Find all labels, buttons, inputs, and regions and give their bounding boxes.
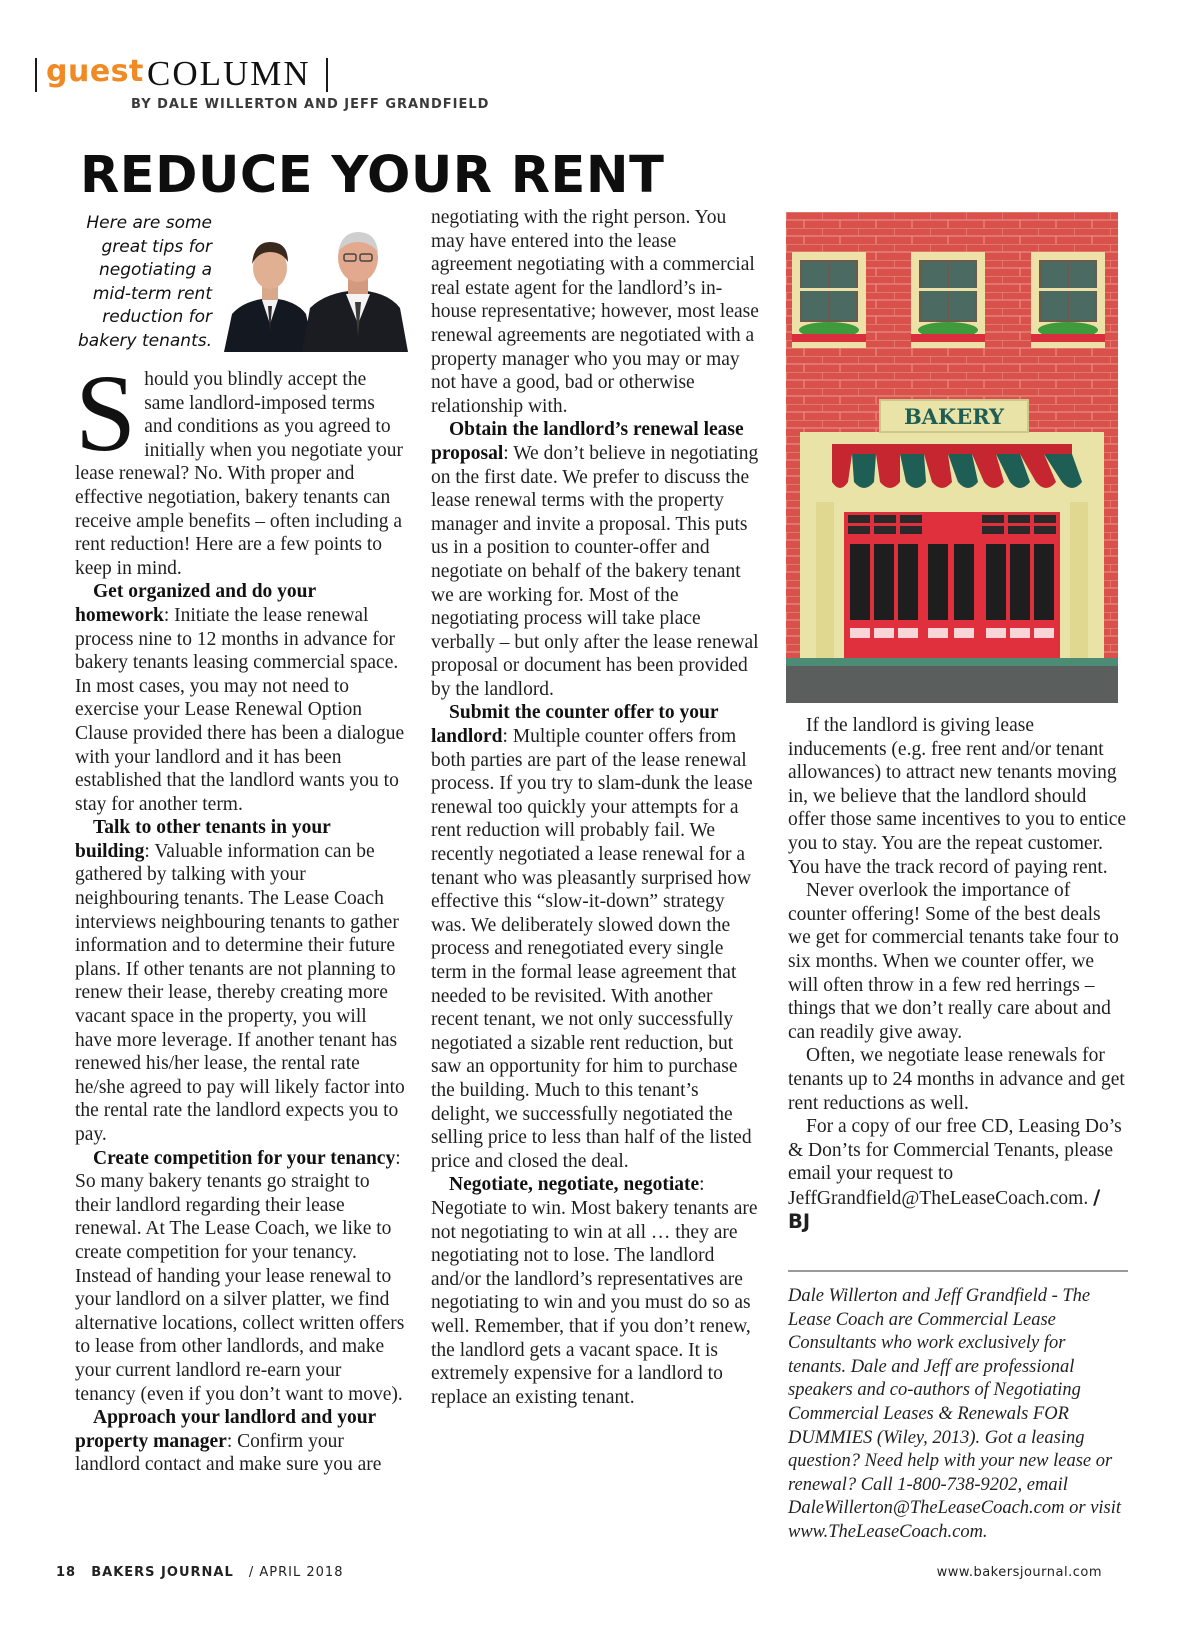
deck-line: great tips for (101, 236, 212, 257)
deck-line: negotiating a (98, 260, 212, 280)
magazine-name: BAKERS JOURNAL (91, 1565, 234, 1580)
paragraph-text: For a copy of our free CD, Leasing Do’s & Don’ts for Commercial Tenants, please email your request to JeffGrandfield@TheLeaseCoach.com. (788, 1116, 1122, 1209)
paragraph-text: negotiating with the right person. You may have entered into the lease agreement negotiating with a commercial real estate agent for the landlord’s in-house representative; however, most lease renewal agreements are negotiated with a property manager who you may or may not have a good, bad or otherwise relationship with. (431, 207, 759, 417)
article-headline: REDUCE YOUR RENT (80, 146, 665, 205)
issue-date: / APRIL 2018 (248, 1565, 344, 1580)
bio-divider (788, 1270, 1128, 1272)
bakery-illustration (786, 212, 1118, 703)
paragraph-text: : Initiate the lease renewal process nine to 12 months in advance for bakery tenants leasing commercial space. In most cases, you may not need to exercise your Lease Renewal Option Clause provided there has been a dialogue with your landlord and it has been established that the landlord wants you to stay for another term. (75, 604, 405, 815)
subhead-obtain-proposal: Obtain the landlord’s renewal lease proposal (431, 419, 744, 464)
deck-line: Here are some (86, 213, 212, 233)
subhead-get-organized: Get organized and do your homework (75, 581, 316, 626)
subhead-create-competition: Create competition for your tenancy (93, 1147, 396, 1169)
bakery-sign-text: BAKERY (903, 404, 1005, 429)
paragraph-text: : Negotiate to win. Most bakery tenants are not negotiating to win at all … they are negotiating not to lose. The landlord and/or the landlord’s representatives are negotiating to win and you must do so as well. Remember, that if you don’t renew, the landlord gets a vacant space. It is extremely expensive for a landlord to replace an existing tenant. (431, 1174, 758, 1408)
footer-left (56, 1565, 343, 1580)
section-label-column: COLUMN (147, 54, 311, 93)
author-bio: Dale Willerton and Jeff Grandfield - The Lease Coach are Commercial Lease Consultants who work exclusively for tenants. Dale and Jeff are professional speakers and co-authors of Negotiating Commercial Leases & Renewals FOR DUMMIES (Wiley, 2013). Got a leasing question? Need help with your new lease or renewal? Call 1-800-738-9202, email DaleWillerton@TheLeaseCoach.com or visit www.TheLeaseCoach.com. (788, 1286, 1122, 1542)
paragraph-text: : So many bakery tenants go straight to their landlord regarding their lease renewal. At The Lease Coach, we like to create competition for your tenancy. Instead of handing your lease renewal to your landlord on a silver platter, we find alternative locations, collect written offers to lease from other landlords, and make your current landlord re-earn your tenancy (even if you don’t want to move). (75, 1147, 405, 1405)
article-column-3 (788, 714, 1128, 1235)
byline: BY DALE WILLERTON AND JEFF GRANDFIELD (131, 97, 490, 112)
paragraph-text: Often, we negotiate lease renewals for tenants up to 24 months in advance and get rent reductions as well. (788, 1045, 1125, 1114)
paragraph-text: : Confirm your landlord contact and make sure you are (75, 1430, 382, 1476)
header-divider-left (35, 58, 37, 92)
subhead-submit-counter-offer: Submit the counter offer to your landlord (431, 702, 719, 748)
drop-cap: S (75, 352, 137, 474)
page-number: 18 (56, 1565, 77, 1580)
subhead-negotiate: Negotiate, negotiate, negotiate (449, 1174, 700, 1196)
section-label-guest: guest (46, 54, 144, 89)
paragraph-text: : Valuable information can be gathered by talking with your neighbouring tenants. The Lease Coach interviews neighbouring tenants to gather information and to determine their future plans. If other tenants are not planning to renew their lease, thereby creating more vacant space in the property, you will have more leverage. If another tenant has renewed his/her lease, the rental rate he/she agreed to pay will likely factor into the rental rate the landlord expects you to pay. (75, 840, 405, 1145)
subhead-approach-landlord: Approach your landlord and your property manager (75, 1407, 376, 1452)
subhead-talk-to-tenants: Talk to other tenants in your building (75, 817, 331, 862)
article-column-1 (75, 352, 405, 1477)
deck-line: mid-term rent (92, 283, 212, 304)
paragraph-text: If the landlord is giving lease inducements (e.g. free rent and/or tenant allowances) to attract new tenants moving in, we believe that the landlord should offer those same incentives to you to entice you to stay. You are the repeat customer. You have the track record of paying rent. (788, 715, 1127, 878)
end-signature: / BJ (788, 1185, 1101, 1234)
authors-photo (222, 222, 412, 352)
website-url: www.bakersjournal.com (936, 1565, 1102, 1580)
article-column-2 (431, 206, 761, 1409)
intro-paragraph: hould you blindly accept the same landlord-imposed terms and conditions as you agreed to initially when you negotiate your lease renewal? No. With proper and effective negotiation, bakery tenants can receive ample benefits – often including a rent reduction! Here are a few points to keep in mind. (75, 369, 404, 579)
deck-line: bakery tenants. (78, 330, 212, 351)
deck-line: reduction for (102, 307, 212, 327)
header-divider-right (326, 58, 328, 92)
paragraph-text: : Multiple counter offers from both parties are part of the lease renewal process. If you try to slam-dunk the lease renewal too quickly your attempts for a rent reduction will probably fail. We recently negotiated a lease renewal for a tenant who was pleasantly surprised how effective this “slow-it-down” strategy was. We deliberately slowed down the process and renegotiated every single term in the formal lease agreement that needed to be revisited. With another recent tenant, we not only successfully negotiated a sizable rent reduction, but saw an opportunity for him to purchase the building. Much to this tenant’s delight, we successfully negotiated the selling price to less than half of the listed price and closed the deal. (431, 726, 753, 1172)
paragraph-text: : We don’t believe in negotiating on the first date. We prefer to discuss the lease renewal terms with the property manager and invite a proposal. This puts us in a position to counter-offer and negotiate on behalf of the bakery tenant we are working for. Most of the negotiating process will take place verbally – but only after the lease renewal proposal or document has been provided by the landlord. (431, 442, 759, 700)
paragraph-text: Never overlook the importance of counter offering! Some of the best deals we get for commercial tenants take four to six months. When we counter offer, we will often throw in a few red herrings – things that we don’t really care about and can readily give away. (788, 880, 1119, 1043)
article-deck (60, 212, 212, 353)
